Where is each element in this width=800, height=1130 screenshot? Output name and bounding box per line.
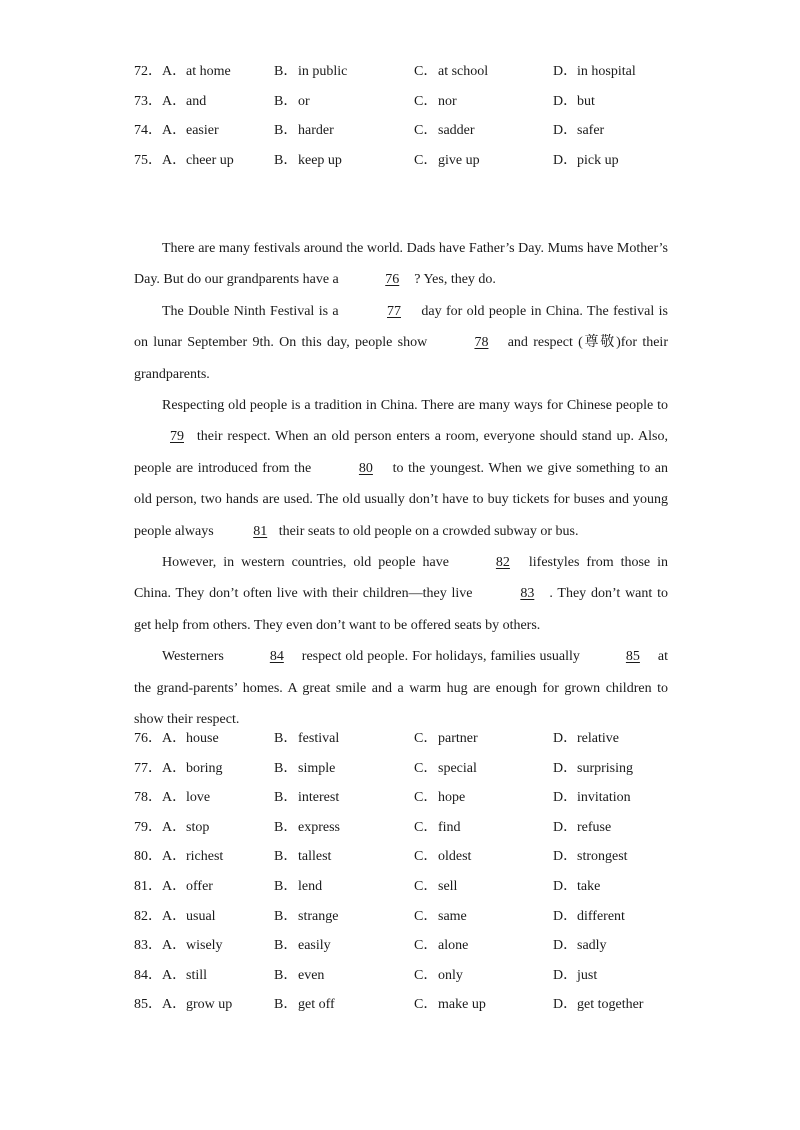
option-a: A．love bbox=[162, 790, 211, 806]
option-d: D．sadly bbox=[553, 938, 607, 954]
question-number: 83． bbox=[134, 938, 162, 954]
option-a: A．wisely bbox=[162, 938, 223, 954]
question-row-80 bbox=[134, 847, 694, 877]
option-d: D．take bbox=[553, 878, 601, 894]
option-d: D．surprising bbox=[553, 760, 633, 776]
question-row-79 bbox=[134, 818, 694, 848]
option-b: B．lend bbox=[274, 878, 323, 894]
question-row-73 bbox=[134, 92, 694, 122]
option-a: A．cheer up bbox=[162, 152, 234, 168]
option-d: D．strongest bbox=[553, 849, 628, 865]
blank-84: 84 bbox=[269, 649, 284, 665]
question-number: 84． bbox=[134, 967, 162, 983]
option-b: B．get off bbox=[274, 997, 335, 1013]
option-b: B．interest bbox=[274, 790, 340, 806]
option-c: C．nor bbox=[414, 93, 457, 109]
option-d: D．relative bbox=[553, 731, 619, 746]
option-c: C．give up bbox=[414, 152, 480, 168]
option-a: A．and bbox=[162, 93, 207, 109]
option-c: C．alone bbox=[414, 938, 469, 954]
option-d: D．safer bbox=[553, 123, 605, 139]
option-b: B．or bbox=[274, 93, 310, 109]
question-row-74 bbox=[134, 121, 694, 151]
option-d: D．invitation bbox=[553, 790, 631, 806]
option-d: D．pick up bbox=[553, 152, 619, 168]
option-c: C．make up bbox=[414, 997, 486, 1013]
option-c: C．partner bbox=[414, 731, 478, 746]
question-number: 73． bbox=[134, 93, 162, 109]
option-c: C．sadder bbox=[414, 123, 475, 139]
question-number: 74． bbox=[134, 123, 162, 139]
question-row-77 bbox=[134, 759, 694, 789]
question-row-81 bbox=[134, 877, 694, 907]
option-b: B．easily bbox=[274, 938, 331, 954]
option-a: A．grow up bbox=[162, 997, 233, 1013]
blank-80: 80 bbox=[358, 460, 373, 476]
option-a: A．richest bbox=[162, 849, 224, 865]
question-row-83 bbox=[134, 936, 694, 966]
question-row-85 bbox=[134, 995, 694, 1025]
option-b: B．strange bbox=[274, 908, 339, 924]
question-number: 76． bbox=[134, 731, 162, 746]
question-number: 81． bbox=[134, 878, 162, 894]
question-list-bottom bbox=[134, 729, 694, 1025]
question-number: 77． bbox=[134, 760, 162, 776]
option-c: C．only bbox=[414, 967, 463, 983]
option-a: A．at home bbox=[162, 64, 231, 79]
question-number: 72． bbox=[134, 64, 162, 79]
option-c: C．special bbox=[414, 760, 477, 776]
option-d: D．just bbox=[553, 967, 598, 983]
option-a: A．stop bbox=[162, 819, 210, 835]
option-a: A．boring bbox=[162, 760, 223, 776]
passage-paragraph-2: The Double Ninth Festival is a 77 day for old people in China. The festival is on lunar September 9th. On this day, people show 78 and respect (尊敬)for their grandparents. bbox=[134, 296, 668, 390]
option-a: A．house bbox=[162, 731, 219, 746]
passage-paragraph-4: However, in western countries, old people have 82 lifestyles from those in China. They don’t often live with their children—they live 83 . They don’t want to get help from others. They even don’t want to be offered seats by others. bbox=[134, 547, 668, 641]
option-b: B．tallest bbox=[274, 849, 332, 865]
option-a: A．usual bbox=[162, 908, 216, 924]
option-a: A．still bbox=[162, 967, 208, 983]
question-row-72 bbox=[134, 62, 694, 92]
option-c: C．at school bbox=[414, 64, 489, 79]
option-a: A．offer bbox=[162, 878, 213, 894]
passage-paragraph-1: There are many festivals around the world. Dads have Father’s Day. Mums have Mother’s Day. But do our grandparents have a 76 ? Yes, they do. bbox=[134, 233, 668, 296]
blank-82: 82 bbox=[495, 555, 510, 571]
question-number: 82． bbox=[134, 908, 162, 924]
option-d: D．get together bbox=[553, 997, 644, 1013]
option-b: B．in public bbox=[274, 64, 348, 79]
blank-81: 81 bbox=[253, 523, 268, 539]
option-d: D．different bbox=[553, 908, 625, 924]
option-d: D．refuse bbox=[553, 819, 612, 835]
option-b: B．keep up bbox=[274, 152, 342, 168]
question-row-76 bbox=[134, 729, 694, 759]
option-b: B．express bbox=[274, 819, 340, 835]
blank-77: 77 bbox=[387, 303, 401, 319]
passage-paragraph-3: Respecting old people is a tradition in China. There are many ways for Chinese people to 79 their respect. When an old person enters a room, everyone should stand up. Also, people are introduced from the 80 to the youngest. When we give something to an old person, two hands are used. The old usually don’t have to buy tickets for buses and young people always 81 their seats to old people on a crowded subway or bus. bbox=[134, 390, 668, 547]
option-d: D．in hospital bbox=[553, 64, 636, 79]
option-c: C．oldest bbox=[414, 849, 472, 865]
passage-paragraph-5: Westerners 84 respect old people. For holidays, families usually 85 at the grand-parents’ homes. A great smile and a warm hug are enough for grown children to show their respect. bbox=[134, 641, 668, 735]
blank-76: 76 bbox=[385, 272, 400, 288]
cloze-passage bbox=[134, 233, 668, 736]
blank-85: 85 bbox=[625, 649, 640, 665]
option-b: B．festival bbox=[274, 731, 340, 746]
option-b: B．even bbox=[274, 967, 325, 983]
option-c: C．find bbox=[414, 819, 461, 835]
option-b: B．harder bbox=[274, 123, 334, 139]
question-row-78 bbox=[134, 788, 694, 818]
question-number: 78． bbox=[134, 790, 162, 806]
option-d: D．but bbox=[553, 93, 595, 109]
question-list-top bbox=[134, 62, 694, 180]
question-row-84 bbox=[134, 966, 694, 996]
blank-79: 79 bbox=[170, 429, 184, 445]
blank-78: 78 bbox=[474, 335, 489, 351]
question-number: 75． bbox=[134, 152, 162, 168]
option-a: A．easier bbox=[162, 123, 219, 139]
option-b: B．simple bbox=[274, 760, 336, 776]
question-number: 79． bbox=[134, 819, 162, 835]
option-c: C．hope bbox=[414, 790, 466, 806]
option-c: C．sell bbox=[414, 878, 458, 894]
question-row-75 bbox=[134, 151, 694, 181]
question-number: 85． bbox=[134, 997, 162, 1013]
option-c: C．same bbox=[414, 908, 467, 924]
question-row-82 bbox=[134, 907, 694, 937]
question-number: 80． bbox=[134, 849, 162, 865]
blank-83: 83 bbox=[520, 586, 535, 602]
